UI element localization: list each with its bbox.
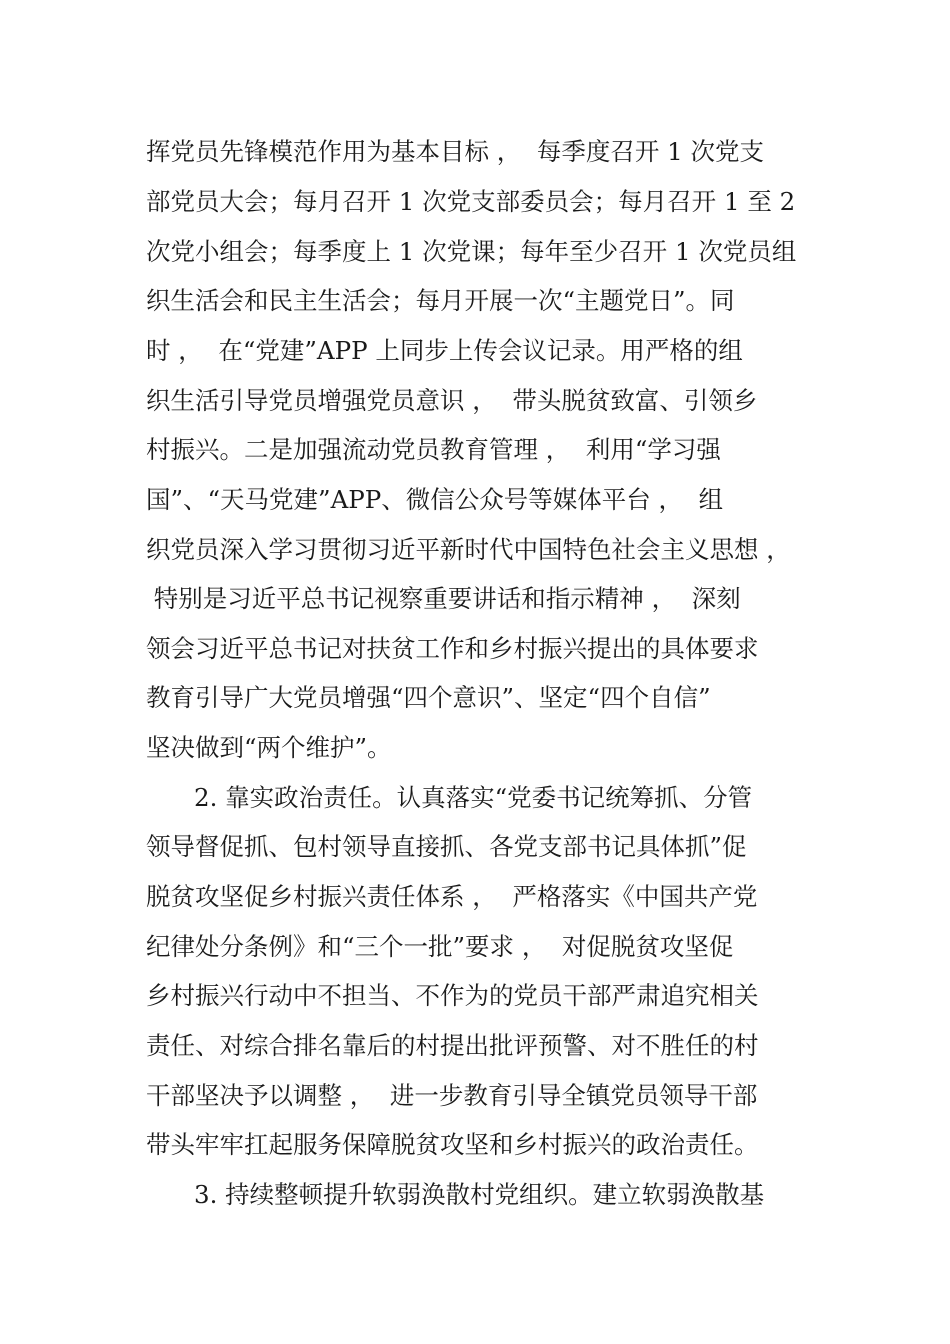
text-line: 乡村振兴行动中不担当、不作为的党员干部严肃追究相关 <box>146 981 759 1010</box>
text-line: 带头牢牢扛起服务保障脱贫攻坚和乡村振兴的政治责任。 <box>146 1130 759 1159</box>
text-line: 脱贫攻坚促乡村振兴责任体系 ， 严格落实《中国共产党 <box>146 882 758 911</box>
text-line: 干部坚决予以调整 ， 进一步教育引导全镇党员领导干部 <box>146 1081 758 1110</box>
text-line: 织党员深入学习贯彻习近平新时代中国特色社会主义思想 ， <box>146 535 791 564</box>
text-line: 2. 靠实政治责任。认真落实“党委书记统筹抓、分管 <box>194 783 753 812</box>
text-line: 领导督促抓、包村领导直接抓、各党支部书记具体抓”促 <box>146 832 747 861</box>
text-line: 领会习近平总书记对扶贫工作和乡村振兴提出的具体要求 <box>146 634 759 663</box>
text-line: 部党员大会；每月召开 1 次党支部委员会；每月召开 1 至 2 <box>146 187 796 216</box>
text-line: 次党小组会；每季度上 1 次党课；每年至少召开 1 次党员组 <box>146 237 797 266</box>
text-line: 织生活会和民主生活会；每月开展一次“主题党日”。同 <box>146 286 735 315</box>
text-line: 纪律处分条例》和“三个一批”要求 ， 对促脱贫攻坚促 <box>146 932 734 961</box>
text-line: 织生活引导党员增强党员意识 ， 带头脱贫致富、引领乡 <box>146 386 758 415</box>
text-line: 教育引导广大党员增强“四个意识”、坚定“四个自信” <box>146 683 711 712</box>
text-line: 国”、“天马党建”APP、微信公众号等媒体平台 ， 组 <box>146 485 724 514</box>
text-line: 责任、对综合排名靠后的村提出批评预警、对不胜任的村 <box>146 1031 759 1060</box>
text-line: 村振兴。二是加强流动党员教育管理 ， 利用“学习强 <box>146 435 721 464</box>
text-line: 特别是习近平总书记视察重要讲话和指示精神 ， 深刻 <box>146 584 741 613</box>
text-line: 坚决做到“两个维护”。 <box>146 733 392 762</box>
text-line: 3. 持续整顿提升软弱涣散村党组织。建立软弱涣散基 <box>194 1180 765 1209</box>
text-line: 时 ， 在“党建”APP 上同步上传会议记录。用严格的组 <box>146 336 743 365</box>
text-line: 挥党员先锋模范作用为基本目标 ， 每季度召开 1 次党支 <box>146 137 765 166</box>
